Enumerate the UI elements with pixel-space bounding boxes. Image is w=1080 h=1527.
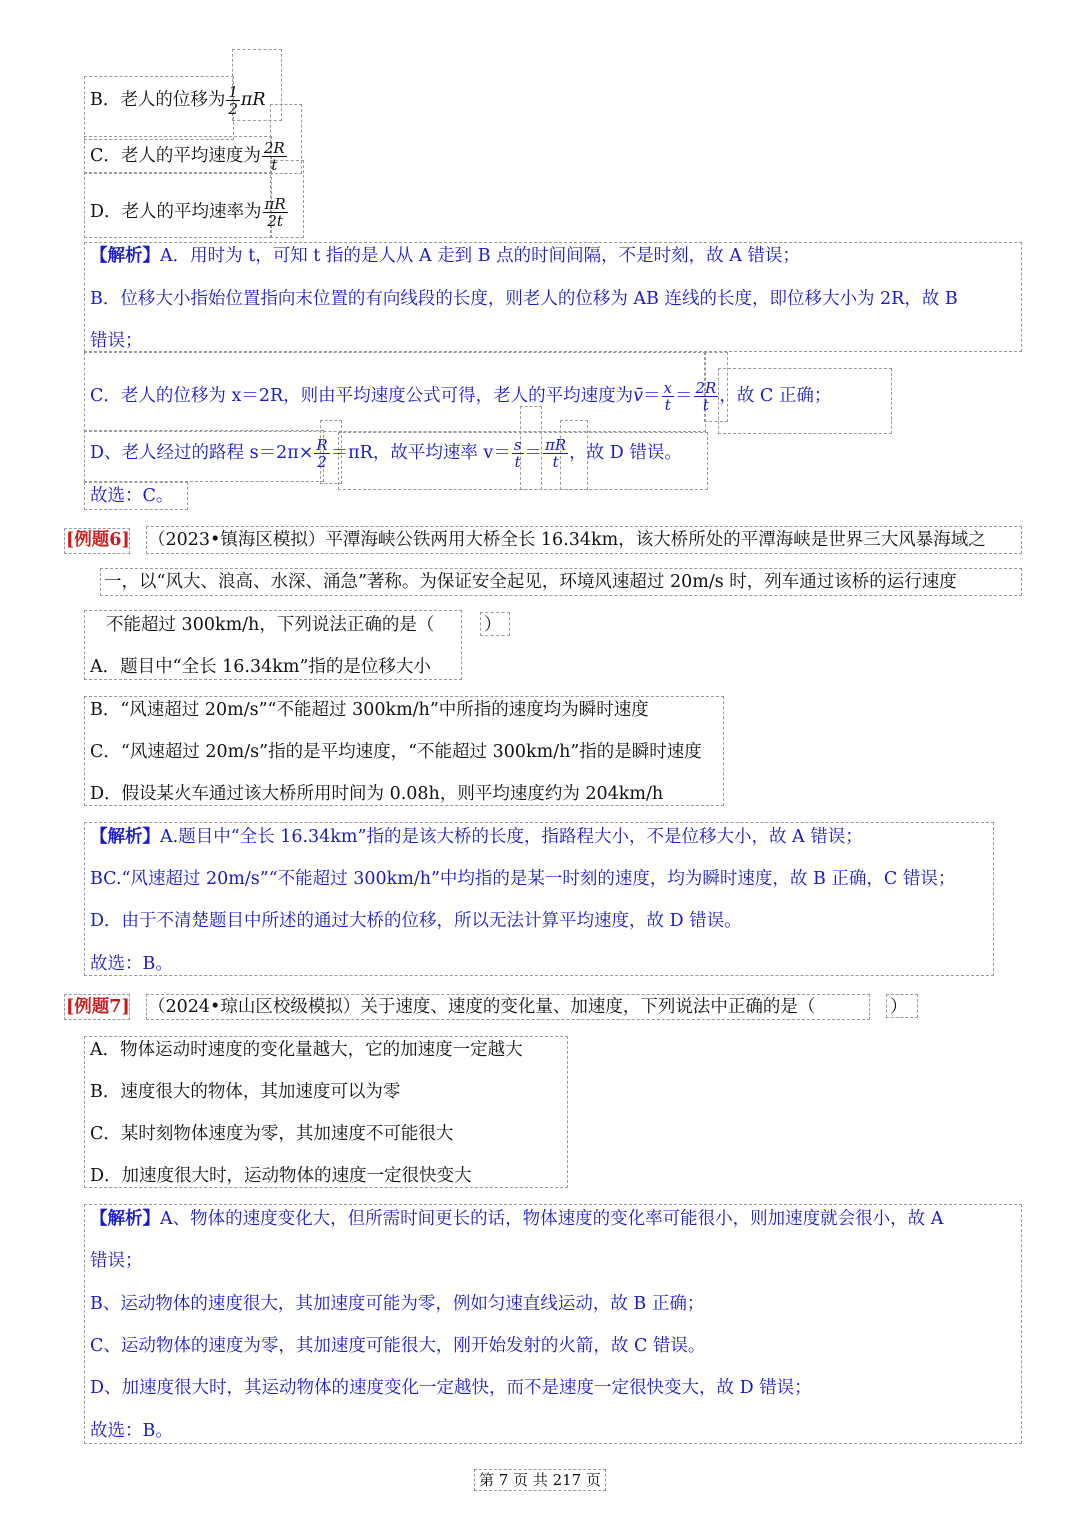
q6-stem-line-3: 不能超过 300km/h，下列说法正确的是（ [106, 615, 435, 635]
q6-option-a: A．题目中“全长 16.34km”指的是位移大小 [90, 657, 431, 677]
q7-option-b: B．速度很大的物体，其加速度可以为零 [90, 1082, 401, 1102]
q6-analysis-2: BC.“风速超过 20m/s”“不能超过 300km/h”中均指的是某一时刻的速度，均为瞬时速度，故 B 正确，C 错误； [90, 869, 956, 889]
q7-analysis-1b: 错误； [90, 1251, 143, 1271]
q7-option-a: A．物体运动时速度的变化量越大，它的加速度一定越大 [90, 1040, 523, 1060]
q7-analysis-1a: 【解析】A、物体的速度变化大，但所需时间更长的话，物体速度的变化率可能很小，则加速度就会很小，故 A [90, 1209, 944, 1229]
q6-analysis-4: 故选：B。 [90, 954, 173, 974]
q7-analysis-3: C、运动物体的速度为零，其加速度可能很大，刚开始发射的火箭，故 C 错误。 [90, 1336, 706, 1356]
q5-analysis-c: C．老人的位移为 x＝2R，则由平均速度公式可得，老人的平均速度为v̄＝ $\frac{x}{t}$ ＝ $\frac{2R}{t}$ ，故 C 正确； [90, 379, 832, 414]
q6-option-b: B．“风速超过 20m/s”“不能超过 300km/h”中所指的速度均为瞬时速度 [90, 700, 649, 720]
q5-option-c: C．老人的平均速度为 $\frac{2R}{t}$ [90, 139, 285, 174]
q6-stem-line-2: 一，以“风大、浪高、水深、涌急”著称。为保证安全起见，环境风速超过 20m/s 时，列车通过该桥的运行速度 [104, 572, 957, 592]
q6-analysis-1: 【解析】A.题目中“全长 16.34km”指的是该大桥的长度，指路程大小，不是位移大小，故 A 错误； [90, 827, 863, 847]
q7-analysis-4: D、加速度很大时，其运动物体的速度变化一定越快，而不是速度一定很快变大，故 D 错误； [90, 1378, 812, 1398]
q6-tag: [例题6] [66, 530, 130, 550]
q7-option-c: C．某时刻物体速度为零，其加速度不可能很大 [90, 1124, 454, 1144]
q6-stem-close: ） [484, 615, 502, 635]
q7-tag: [例题7] [66, 997, 130, 1017]
q6-stem-line-1: （2023•镇海区模拟）平潭海峡公铁两用大桥全长 16.34km，该大桥所处的平潭海峡是世界三大风暴海域之 [148, 530, 986, 550]
q5-analysis-b2: 错误； [90, 331, 143, 351]
q7-stem-close: ） [890, 997, 908, 1017]
q7-option-d: D．加速度很大时，运动物体的速度一定很快变大 [90, 1166, 472, 1186]
q5-analysis-b1: B．位移大小指始位置指向末位置的有向线段的长度，则老人的位移为 AB 连线的长度，即位移大小为 2R，故 B [90, 289, 958, 309]
q6-analysis-3: D．由于不清楚题目中所述的通过大桥的位移，所以无法计算平均速度，故 D 错误。 [90, 911, 742, 931]
q5-answer: 故选：C。 [90, 486, 174, 506]
q5-analysis-a: 【解析】A．用时为 t，可知 t 指的是人从 A 走到 B 点的时间间隔，不是时刻，故 A 错误； [90, 246, 800, 266]
page-number: 第 7 页 共 217 页 [474, 1469, 606, 1491]
q7-analysis-box [84, 1204, 1022, 1444]
q5-option-d: D．老人的平均速率为 $\frac{\pi R}{2t}$ [90, 195, 286, 230]
page-footer [0, 1469, 1080, 1490]
q5-analysis-d: D、老人经过的路程 s＝2π× $\frac{R}{2}$ ＝πR，故平均速率 v＝ $\frac{s}{t}$ ＝ $\frac{\pi R}{t}$ ，故 D 错误。 [90, 436, 682, 471]
q6-option-c: C．“风速超过 20m/s”指的是平均速度，“不能超过 300km/h”指的是瞬时速度 [90, 742, 702, 762]
q5-option-b: B．老人的位移为 $\frac{1}{2}$ πR [90, 83, 266, 118]
q7-stem: （2024•琼山区校级模拟）关于速度、速度的变化量、加速度，下列说法中正确的是（ [148, 997, 816, 1017]
q7-analysis-5: 故选：B。 [90, 1421, 173, 1441]
q7-analysis-2: B、运动物体的速度很大，其加速度可能为零，例如匀速直线运动，故 B 正确； [90, 1294, 705, 1314]
q6-option-d: D．假设某火车通过该大桥所用时间为 0.08h，则平均速度约为 204km/h [90, 784, 664, 804]
